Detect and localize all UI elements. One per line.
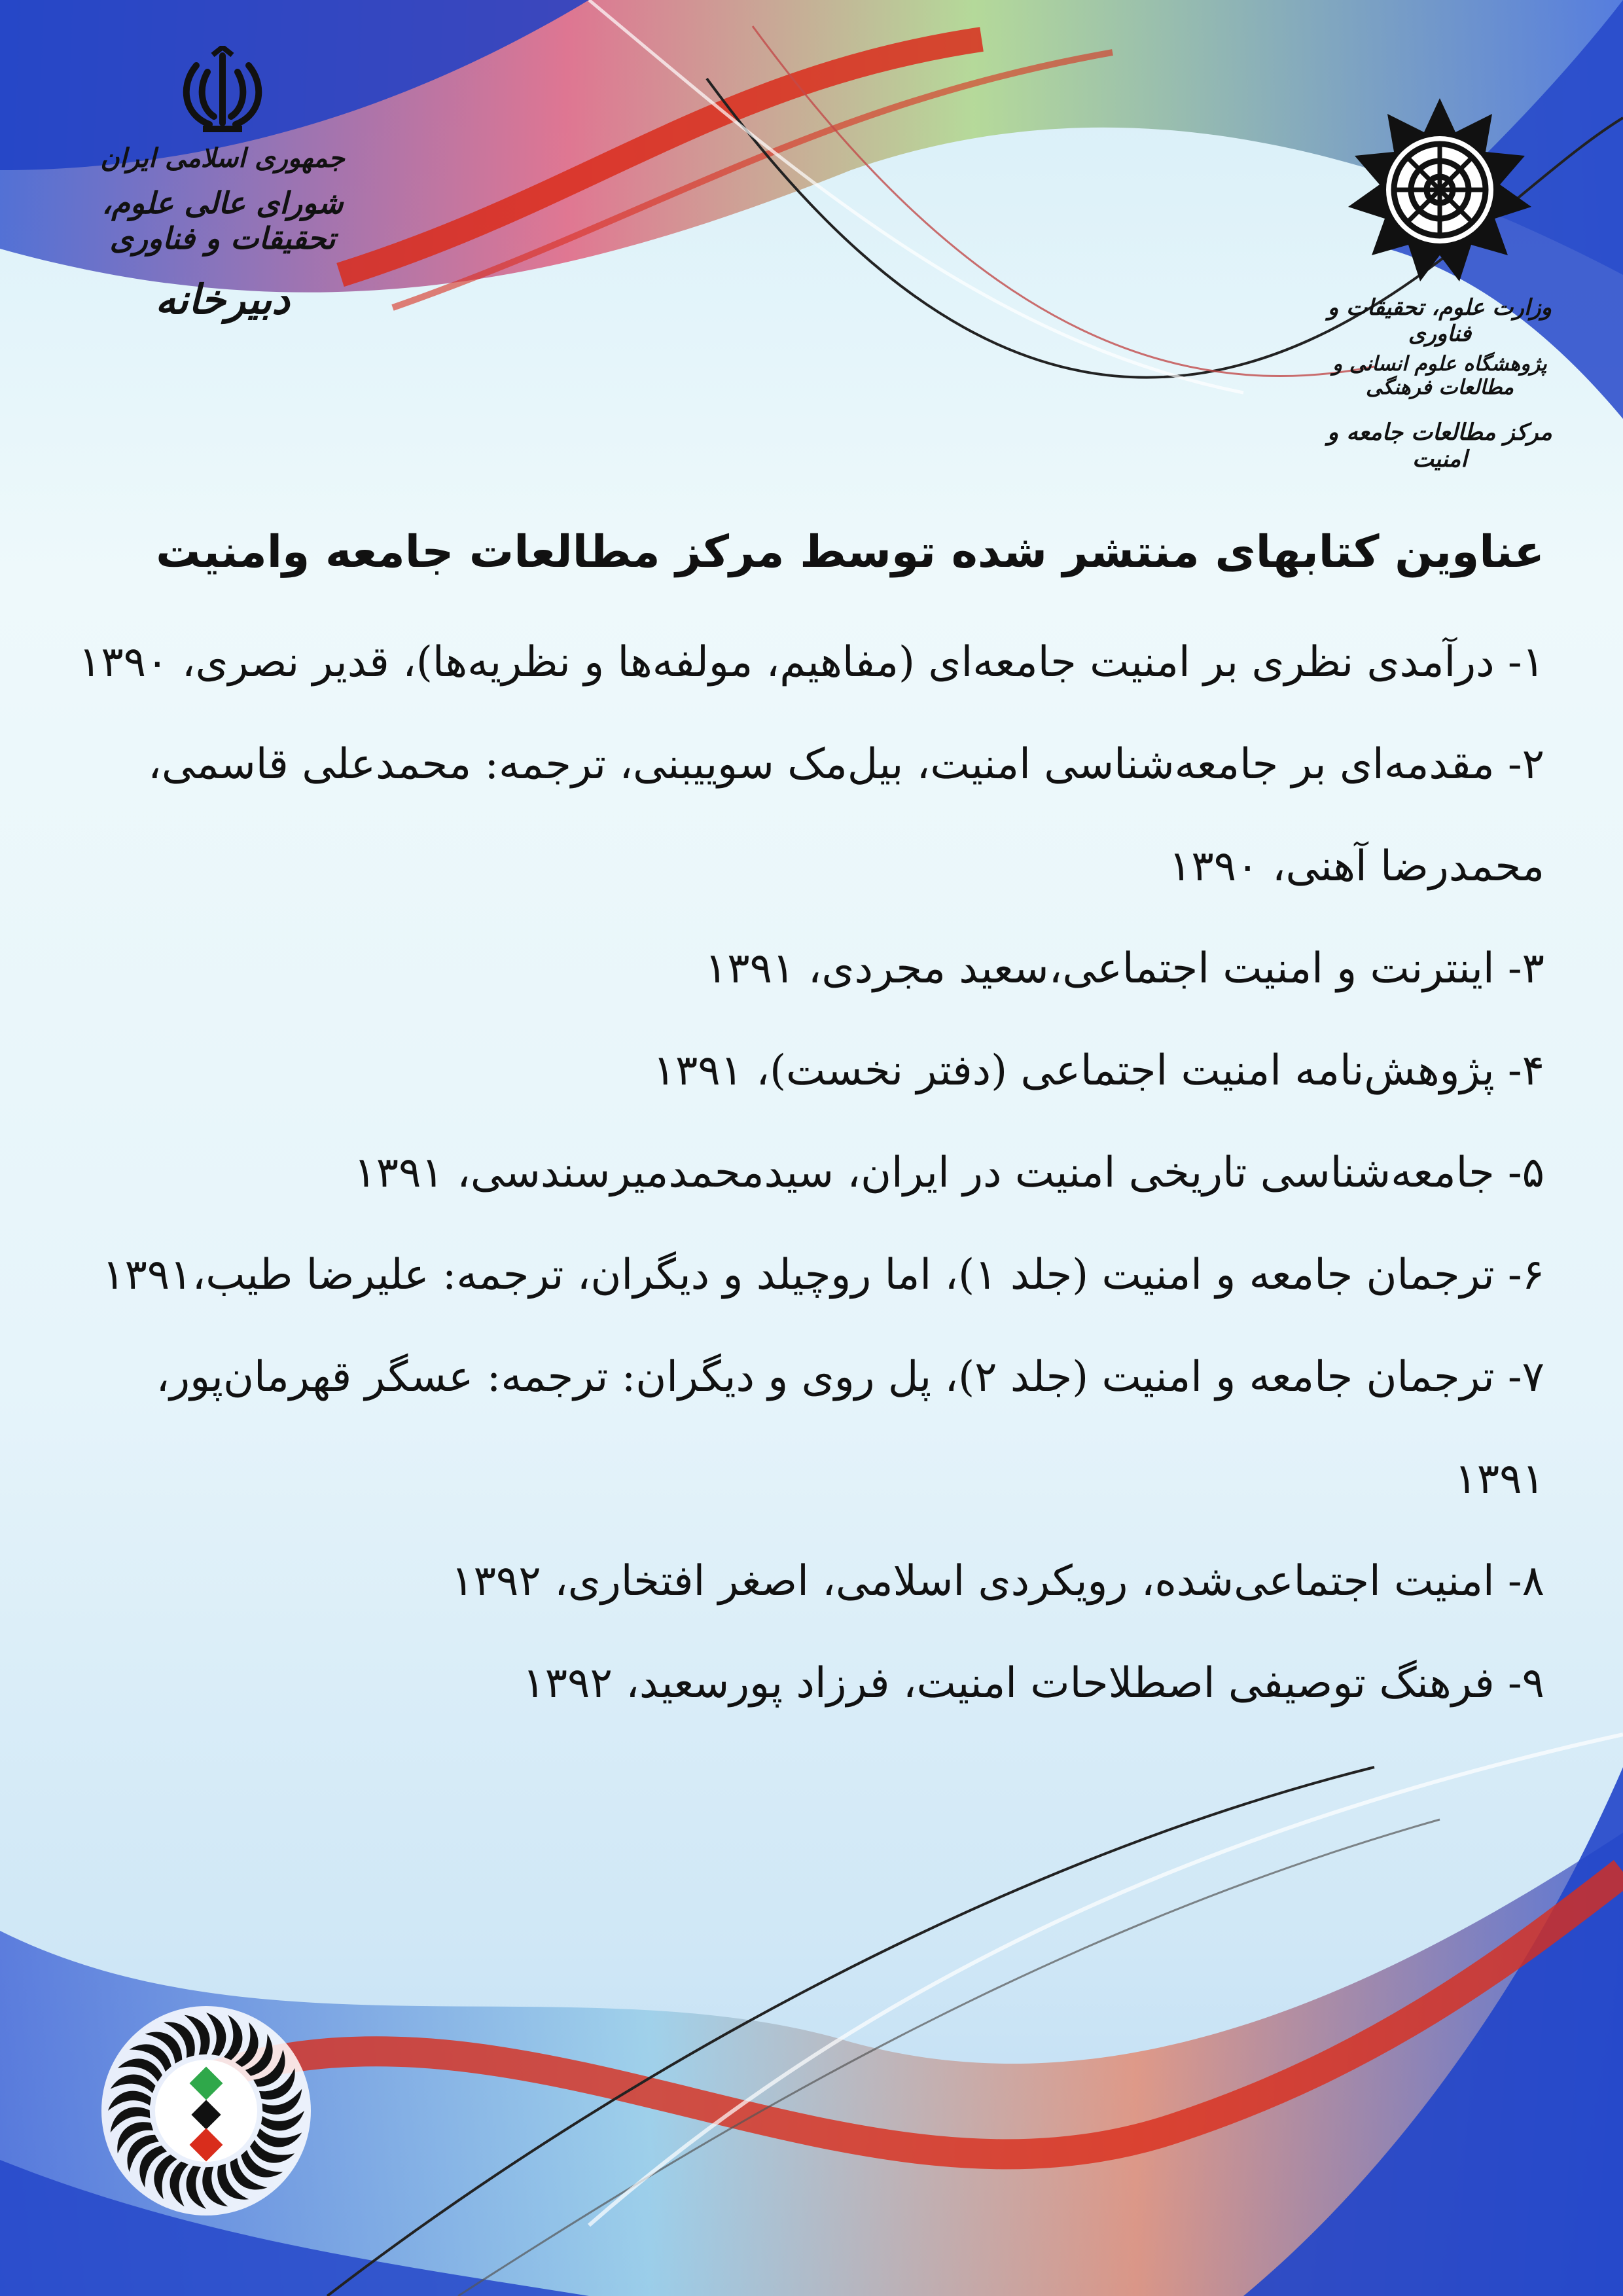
- list-item: ۳- اینترنت و امنیت اجتماعی،سعید مجردی، ۱۳۹۱: [704, 944, 1544, 994]
- list-item: ۶- ترجمان جامعه و امنیت (جلد ۱)، اما روچیلد و دیگران، ترجمه: علیرضا طیب،۱۳۹۱: [102, 1251, 1544, 1300]
- left-logo-line3: دبیرخانه: [155, 276, 290, 323]
- list-item: ۷- ترجمان جامعه و امنیت (جلد ۲)، پل روی و دیگران: ترجمه: عسگر قهرمان‌پور، ۱۳۹۱: [156, 1353, 1544, 1504]
- left-logo-line2: شورای عالی علوم، تحقیقات و فناوری: [101, 185, 344, 256]
- list-item: ۱- درآمدی نظری بر امنیت جامعه‌ای (مفاهیم، مولفه‌ها و نظریه‌ها)، قدیر نصری، ۱۳۹۰: [79, 638, 1544, 687]
- list-item: ۸- امنیت اجتماعی‌شده، رویکردی اسلامی، اصغر افتخاری، ۱۳۹۲: [451, 1557, 1544, 1606]
- list-item: ۹- فرهنگ توصیفی اصطلاحات امنیت، فرزاد پورسعید، ۱۳۹۲: [522, 1659, 1544, 1708]
- list-item: محمدرضا آهنی، ۱۳۹۰: [1169, 842, 1544, 891]
- book-list: [72, 611, 1544, 1734]
- right-logo-line2: پژوهشگاه علوم انسانی و مطالعات فرهنگی: [1332, 352, 1547, 399]
- list-item: ۵- جامعه‌شناسی تاریخی امنیت در ایران، سیدمحمدمیرسندسی، ۱۳۹۱: [353, 1149, 1544, 1198]
- council-logo: [52, 46, 393, 323]
- list-item: ۲- مقدمه‌ای بر جامعه‌شناسی امنیت، بیل‌مک سوییبنی، ترجمه: محمدعلی قاسمی،: [148, 740, 1544, 789]
- list-item: ۴- پژوهش‌نامه امنیت اجتماعی (دفتر نخست)، ۱۳۹۱: [652, 1047, 1544, 1096]
- swirl-logo-icon: [98, 2003, 314, 2219]
- research-center-logo: [1302, 92, 1577, 473]
- right-logo-line1: وزارت علوم، تحقیقات و فناوری: [1327, 295, 1552, 347]
- left-logo-line1: جمهوری اسلامی ایران: [100, 143, 345, 173]
- document-body: [72, 524, 1544, 1734]
- page-title: عناوین کتابهای منتشر شده توسط مرکز مطالعات جامعه وامنیت: [156, 526, 1544, 578]
- right-logo-line3: مرکز مطالعات جامعه و امنیت: [1327, 419, 1552, 473]
- rosette-logo-icon: [1342, 92, 1538, 288]
- iran-emblem-icon: [173, 46, 272, 137]
